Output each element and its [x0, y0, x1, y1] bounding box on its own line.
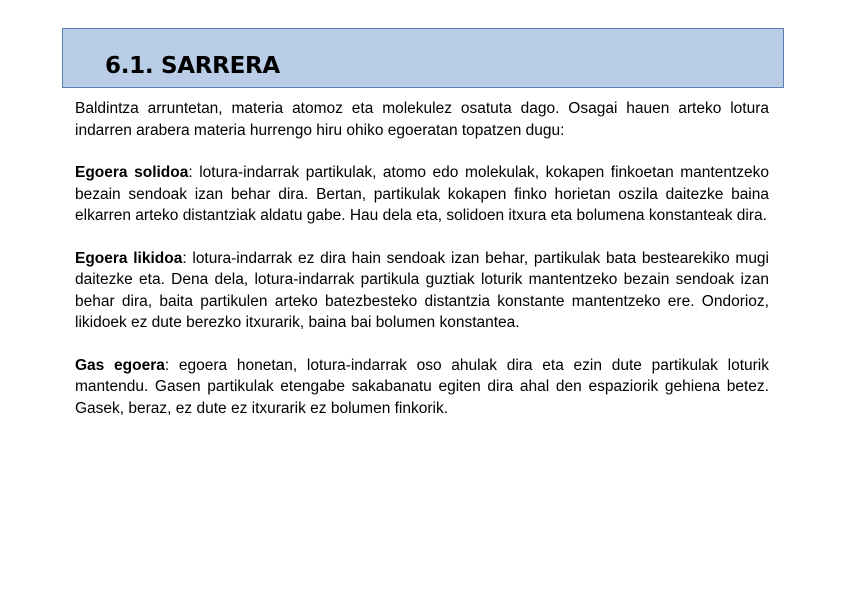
- solid-state-paragraph: [75, 162, 769, 227]
- liquid-state-text: : lotura-indarrak ez dira hain sendoak izan behar, partikulak bata bestearekiko mugi daitezke eta. Dena dela, lotura-indarrak partikula guztiak loturik mantentzeko bezain sendoak izan behar dira, baita partikulen arteko batezbesteko distantzia konstante mantentzeko ere. Ondorioz, likidoek ez dute berezko itxurarik, baina bai bolumen konstantea.: [75, 249, 770, 331]
- gas-state-text: : egoera honetan, lotura-indarrak oso ahulak dira eta ezin dute partikulak loturik mantendu. Gasen partikulak etengabe sakabanatu egiten dira ahal den espaziorik gehiena betez. Gasek, beraz, ez dute ez itxurarik ez bolumen finkorik.: [75, 356, 769, 417]
- liquid-state-paragraph: [75, 248, 769, 334]
- gas-state-paragraph: [75, 355, 769, 420]
- gas-state-term: Gas egoera: [75, 356, 165, 374]
- section-header: [62, 28, 784, 88]
- solid-state-text: : lotura-indarrak partikulak, atomo edo molekulak, kokapen finkoetan mantentzeko bezain sendoak izan behar dira. Bertan, partikulak kokapen finko horietan oszila daitezke baina elkarren arteko distantziak aldatu gabe. Hau dela eta, solidoen itxura eta bolumena konstanteak dira.: [75, 164, 769, 224]
- document-body: [75, 98, 769, 440]
- solid-state-term: Egoera solidoa: [75, 164, 189, 181]
- section-title: 6.1. SARRERA: [105, 53, 280, 79]
- intro-paragraph: Baldintza arruntetan, materia atomoz eta molekulez osatuta dago. Osagai hauen arteko lotura indarren arabera materia hurrengo hiru ohiko egoeratan topatzen dugu:: [75, 100, 769, 139]
- liquid-state-term: Egoera likidoa: [75, 249, 183, 267]
